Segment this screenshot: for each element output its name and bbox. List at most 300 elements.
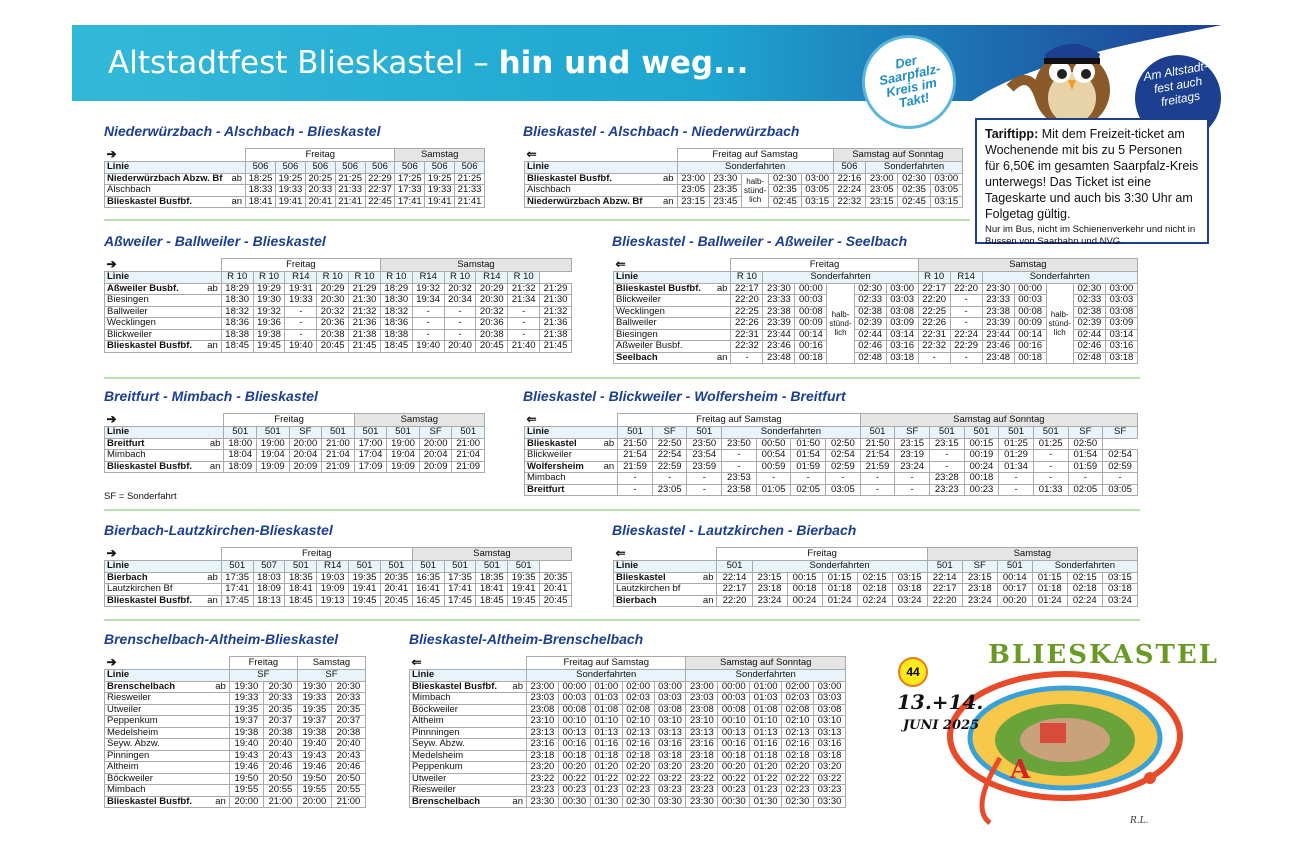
departure-time: - <box>860 484 895 496</box>
departure-time: 02:46 <box>1073 341 1105 353</box>
title-t10: Blieskastel-Altheim-Brenschelbach <box>409 631 644 647</box>
departure-time: 03:13 <box>654 727 686 739</box>
departure-time: 00:16 <box>1014 341 1046 353</box>
departure-time: 00:15 <box>787 572 822 584</box>
line-number: SF <box>419 427 452 439</box>
line-number: 501 <box>929 427 964 439</box>
departure-time: 03:03 <box>654 693 686 705</box>
arrow-left-icon: ⇐ <box>411 654 422 669</box>
stop-name: Bierbach <box>105 572 204 584</box>
line-number: 501 <box>444 561 476 573</box>
departure-time: 20:00 <box>419 438 452 450</box>
departure-time: 00:15 <box>964 438 999 450</box>
timetable-t7 <box>104 547 572 607</box>
sonderfahrten-label: Sonderfahrten <box>527 670 686 682</box>
ab-an-marker <box>210 704 229 716</box>
departure-time: 22:50 <box>652 438 687 450</box>
t8-rows <box>614 572 1138 607</box>
departure-time: 02:48 <box>1073 352 1105 364</box>
departure-time: 21:50 <box>860 438 895 450</box>
t4-rows <box>614 283 1138 364</box>
departure-time: 02:33 <box>854 295 886 307</box>
line-number: 506 <box>833 162 865 174</box>
table-row <box>105 450 485 462</box>
departure-time: - <box>999 484 1034 496</box>
departure-time: 03:03 <box>886 295 918 307</box>
departure-time: 01:20 <box>590 762 622 774</box>
table-row <box>105 595 572 607</box>
departure-time: 02:18 <box>782 750 814 762</box>
line-number: 501 <box>354 427 387 439</box>
departure-time: - <box>722 450 757 462</box>
line-number: SF <box>297 670 365 682</box>
sf-note: SF = Sonderfahrt <box>104 491 177 502</box>
line-number: R 10 <box>317 272 349 284</box>
departure-time: 21:32 <box>540 306 572 318</box>
departure-time: 02:20 <box>622 762 654 774</box>
table-row <box>105 727 366 739</box>
timetable-t8 <box>613 547 1138 607</box>
departure-time: 02:50 <box>826 438 861 450</box>
ab-an-marker <box>204 306 222 318</box>
stop-name: Blieskastel Busfbf. <box>105 796 211 808</box>
departure-time: 22:20 <box>731 295 763 307</box>
stop-name: Seyw. Abzw. <box>410 739 509 751</box>
departure-time: 20:29 <box>317 283 349 295</box>
departure-time: 18:38 <box>221 329 253 341</box>
departure-time: 01:24 <box>1032 595 1067 607</box>
departure-time: 00:14 <box>997 572 1032 584</box>
stop-name: Blickweiler <box>614 295 714 307</box>
departure-time: 00:08 <box>558 704 590 716</box>
departure-time: 19:41 <box>275 196 305 208</box>
stop-name: Niederwürzbach Abzw. Bf <box>525 196 659 208</box>
departure-time: 20:04 <box>289 450 322 462</box>
line-number: R 10 <box>508 272 540 284</box>
stop-name: Utweiler <box>105 704 211 716</box>
departure-time: - <box>1033 450 1068 462</box>
ab-an-marker: ab <box>229 173 246 185</box>
linie-label: Linie <box>614 561 717 573</box>
departure-time: 01:23 <box>750 785 782 797</box>
departure-time: 23:15 <box>866 196 898 208</box>
departure-time: 03:08 <box>654 704 686 716</box>
table-row <box>410 727 846 739</box>
departure-time: 03:15 <box>930 196 962 208</box>
table-row <box>410 796 846 808</box>
departure-time: 22:29 <box>365 173 395 185</box>
departure-time: 22:20 <box>918 295 950 307</box>
arrow-left-icon: ⇐ <box>526 146 537 161</box>
departure-time: 01:25 <box>999 438 1034 450</box>
departure-time: 01:22 <box>750 773 782 785</box>
departure-time: 02:30 <box>1073 283 1105 295</box>
table-row <box>105 681 366 693</box>
ab-an-marker <box>713 341 731 353</box>
departure-time: 19:37 <box>297 716 331 728</box>
departure-time: 20:33 <box>331 693 365 705</box>
departure-time: 21:32 <box>349 306 381 318</box>
departure-time: 20:04 <box>419 450 452 462</box>
departure-time: 03:16 <box>1105 341 1137 353</box>
departure-time: 23:28 <box>929 473 964 485</box>
departure-time: 02:23 <box>622 785 654 797</box>
departure-time: 21:59 <box>860 461 895 473</box>
departure-time: 23:30 <box>709 173 741 185</box>
group-freitag: Freitag <box>246 149 395 162</box>
ab-an-marker: an <box>204 595 222 607</box>
departure-time: - <box>918 352 950 364</box>
departure-time: 01:20 <box>750 762 782 774</box>
line-number: R14 <box>950 272 982 284</box>
departure-time: 20:00 <box>229 796 263 808</box>
stop-name: Lautzkirchen bf <box>614 584 698 596</box>
group-freitag: Freitag <box>717 548 927 561</box>
departure-time: 02:48 <box>854 352 886 364</box>
departure-time: 02:15 <box>1067 572 1102 584</box>
stop-name: Brenschelbach <box>410 796 509 808</box>
line-number: 501 <box>349 561 381 573</box>
departure-time: 23:18 <box>752 584 787 596</box>
departure-time: 20:43 <box>263 750 297 762</box>
departure-time: 22:45 <box>365 196 395 208</box>
departure-time: 20:00 <box>289 438 322 450</box>
departure-time: 18:33 <box>246 185 276 197</box>
t6-rows <box>525 438 1138 496</box>
departure-time: 03:05 <box>826 484 861 496</box>
departure-time: 00:22 <box>718 773 750 785</box>
group-fr-sa: Freitag auf Samstag <box>527 657 686 670</box>
table-row <box>105 196 485 208</box>
departure-time: - <box>444 306 476 318</box>
table-row <box>105 438 485 450</box>
departure-time: 17:41 <box>395 196 425 208</box>
linie-label: Linie <box>525 162 678 174</box>
ab-an-marker: an <box>598 461 617 473</box>
ab-an-marker <box>206 450 224 462</box>
departure-time: - <box>687 484 722 496</box>
departure-time: 23:18 <box>962 584 997 596</box>
departure-time: 00:09 <box>1014 318 1046 330</box>
stop-name: Riesweiler <box>105 693 211 705</box>
line-number: R 10 <box>349 272 381 284</box>
departure-time: 18:30 <box>221 295 253 307</box>
stop-name: Aßweiler Busbf. <box>614 341 714 353</box>
departure-time: 02:10 <box>622 716 654 728</box>
ab-an-marker <box>204 318 222 330</box>
table-row <box>525 473 1138 485</box>
departure-time: 01:18 <box>590 750 622 762</box>
table-row <box>105 716 366 728</box>
departure-time: 03:08 <box>886 306 918 318</box>
departure-time: 23:23 <box>527 785 559 797</box>
departure-time: - <box>1103 473 1138 485</box>
departure-time: 16:35 <box>412 572 444 584</box>
table-row <box>525 438 1138 450</box>
stop-name: Ballweiler <box>105 306 204 318</box>
departure-time: 23:30 <box>763 283 795 295</box>
departure-time: 19:03 <box>317 572 349 584</box>
departure-time: 23:24 <box>752 595 787 607</box>
departure-time: 23:30 <box>982 283 1014 295</box>
departure-time: 21:32 <box>508 283 540 295</box>
departure-time: 19:45 <box>349 595 381 607</box>
departure-time: 21:30 <box>349 295 381 307</box>
departure-time: 23:19 <box>895 450 930 462</box>
group-freitag: Freitag <box>229 657 297 670</box>
departure-time: 02:05 <box>791 484 826 496</box>
departure-time: - <box>756 473 791 485</box>
departure-time: 03:09 <box>1105 318 1137 330</box>
departure-time: 19:40 <box>285 341 317 353</box>
departure-time: 23:33 <box>982 295 1014 307</box>
sonderfahrten-label: Sonderfahrten <box>1032 561 1137 573</box>
departure-time: 03:18 <box>886 352 918 364</box>
departure-time: 19:46 <box>297 762 331 774</box>
poster-title: BLIESKASTEL <box>988 640 1219 670</box>
departure-time: 23:15 <box>895 438 930 450</box>
departure-time: 22:14 <box>717 572 752 584</box>
line-number: 501 <box>221 561 253 573</box>
departure-time: 02:38 <box>854 306 886 318</box>
departure-time: 03:16 <box>886 341 918 353</box>
departure-time: 23:00 <box>527 681 559 693</box>
stop-name: Pinningen <box>105 750 211 762</box>
departure-time: 23:38 <box>982 306 1014 318</box>
departure-time: 19:37 <box>229 716 263 728</box>
departure-time: 23:24 <box>962 595 997 607</box>
stop-name: Peppenkum <box>410 762 509 774</box>
departure-time: 02:30 <box>854 283 886 295</box>
departure-time: 18:09 <box>253 584 285 596</box>
departure-time: 23:22 <box>527 773 559 785</box>
departure-time: 19:35 <box>297 704 331 716</box>
departure-time: 03:16 <box>654 739 686 751</box>
departure-time: 19:55 <box>297 785 331 797</box>
departure-time: 19:25 <box>425 173 455 185</box>
departure-time: 01:30 <box>590 796 622 808</box>
departure-time: 01:00 <box>590 681 622 693</box>
departure-time: 23:15 <box>929 438 964 450</box>
departure-time: 20:38 <box>476 329 508 341</box>
ab-an-marker: an <box>713 352 731 364</box>
stop-name: Wolfersheim <box>525 461 599 473</box>
departure-time: 03:00 <box>654 681 686 693</box>
departure-time: 21:36 <box>349 318 381 330</box>
departure-time: - <box>860 473 895 485</box>
t3-rows <box>105 283 572 352</box>
divider <box>104 377 1140 379</box>
departure-time: 03:14 <box>1105 329 1137 341</box>
table-row <box>410 762 846 774</box>
departure-time: 22:31 <box>918 329 950 341</box>
group-samstag: Samstag <box>927 548 1137 561</box>
departure-time: 23:13 <box>686 727 718 739</box>
stop-name: Bierbach <box>614 595 698 607</box>
departure-time: 03:18 <box>654 750 686 762</box>
stop-name: Biesingen <box>614 329 714 341</box>
arrow-right-icon: ➔ <box>106 256 117 271</box>
departure-time: 19:33 <box>425 185 455 197</box>
timetable-t4 <box>613 258 1138 364</box>
ab-an-marker: ab <box>598 438 617 450</box>
departure-time: 00:03 <box>558 693 590 705</box>
line-number: 501 <box>285 561 317 573</box>
halbstuendlich-note: halb-stünd-lich <box>1046 283 1073 364</box>
departure-time: 02:30 <box>769 173 801 185</box>
departure-time: 23:05 <box>677 185 709 197</box>
departure-time: - <box>285 329 317 341</box>
stop-name: Blieskastel <box>525 438 599 450</box>
departure-time: 20:35 <box>380 572 412 584</box>
departure-time: 03:05 <box>930 185 962 197</box>
departure-time: 23:08 <box>686 704 718 716</box>
departure-time: 01:13 <box>750 727 782 739</box>
departure-time: 02:59 <box>826 461 861 473</box>
departure-time: 00:24 <box>964 461 999 473</box>
stop-name: Utweiler <box>410 773 509 785</box>
table-row <box>525 173 963 185</box>
departure-time: 19:29 <box>253 283 285 295</box>
table-row <box>105 318 572 330</box>
departure-time: 23:03 <box>527 693 559 705</box>
departure-time: 20:38 <box>317 329 349 341</box>
departure-time: 20:46 <box>263 762 297 774</box>
departure-time: 23:00 <box>677 173 709 185</box>
group-sa-so: Samstag auf Sonntag <box>860 414 1137 427</box>
departure-time: 02:03 <box>782 693 814 705</box>
line-number: 501 <box>927 561 962 573</box>
table-row <box>105 785 366 797</box>
ab-an-marker <box>659 185 677 197</box>
departure-time: - <box>950 318 982 330</box>
departure-time: 00:23 <box>718 785 750 797</box>
departure-time: 03:10 <box>654 716 686 728</box>
table-row <box>105 739 366 751</box>
departure-time: 00:00 <box>558 681 590 693</box>
stop-name: Breitfurt <box>105 438 206 450</box>
linie-label: Linie <box>105 561 222 573</box>
table-row <box>410 773 846 785</box>
table-row <box>410 750 846 762</box>
stop-name: Blieskastel Busfbf. <box>105 341 204 353</box>
group-samstag: Samstag <box>412 548 571 561</box>
sonderfahrten-label: Sonderfahrten <box>982 272 1137 284</box>
departure-time: 18:41 <box>246 196 276 208</box>
line-number: R14 <box>285 272 317 284</box>
departure-time: 23:20 <box>527 762 559 774</box>
departure-time: 23:30 <box>527 796 559 808</box>
departure-time: 23:00 <box>866 173 898 185</box>
departure-time: 02:22 <box>782 773 814 785</box>
sonderfahrten-label: Sonderfahrten <box>866 162 963 174</box>
line-number: 506 <box>395 162 425 174</box>
departure-time: 19:41 <box>425 196 455 208</box>
t5-rows <box>105 438 485 473</box>
departure-time: 23:10 <box>686 716 718 728</box>
departure-time: 20:25 <box>305 173 335 185</box>
departure-time: 22:25 <box>918 306 950 318</box>
departure-time: 03:30 <box>814 796 846 808</box>
departure-time: 18:29 <box>221 283 253 295</box>
ab-an-marker: an <box>206 461 224 473</box>
departure-time: 19:30 <box>253 295 285 307</box>
departure-time: 00:08 <box>1014 306 1046 318</box>
timetable-t6 <box>524 413 1138 496</box>
departure-time: - <box>999 473 1034 485</box>
departure-time: - <box>508 306 540 318</box>
departure-time: 00:18 <box>718 750 750 762</box>
stop-name: Blieskastel Busfbf. <box>105 196 229 208</box>
departure-time: - <box>285 318 317 330</box>
departure-time: - <box>444 318 476 330</box>
departure-time: 01:10 <box>590 716 622 728</box>
tip-label: Tariftipp: <box>985 127 1039 141</box>
departure-time: 23:46 <box>763 341 795 353</box>
line-number: 501 <box>476 561 508 573</box>
line-number: 506 <box>455 162 485 174</box>
table-row <box>525 450 1138 462</box>
departure-time: 00:00 <box>795 283 827 295</box>
departure-time: 00:59 <box>756 461 791 473</box>
ab-an-marker <box>509 773 527 785</box>
stop-name: Medelsheim <box>410 750 509 762</box>
departure-time: 01:59 <box>791 461 826 473</box>
departure-time: 03:08 <box>814 704 846 716</box>
line-number: SF <box>229 670 297 682</box>
departure-time: 20:40 <box>331 739 365 751</box>
departure-time: 01:08 <box>590 704 622 716</box>
departure-time: 23:16 <box>527 739 559 751</box>
line-number: 501 <box>412 561 444 573</box>
departure-time: 21:34 <box>508 295 540 307</box>
departure-time: 18:36 <box>380 318 412 330</box>
departure-time: 02:39 <box>1073 318 1105 330</box>
departure-time: 22:14 <box>927 572 962 584</box>
departure-time: 02:35 <box>898 185 930 197</box>
table-row <box>105 283 572 295</box>
line-number: R14 <box>412 272 444 284</box>
line-number: 501 <box>224 427 257 439</box>
departure-time: 23:58 <box>722 484 757 496</box>
departure-time: 20:32 <box>444 283 476 295</box>
ab-an-marker <box>509 727 527 739</box>
ab-an-marker <box>509 716 527 728</box>
line-number: R 10 <box>731 272 763 284</box>
departure-time: 01:08 <box>750 704 782 716</box>
ab-an-marker <box>713 306 731 318</box>
line-number: 506 <box>335 162 365 174</box>
departure-time: 20:30 <box>331 681 365 693</box>
departure-time: 17:00 <box>354 438 387 450</box>
departure-time: 02:39 <box>854 318 886 330</box>
line-number: 501 <box>687 427 722 439</box>
departure-time: 19:40 <box>229 739 263 751</box>
departure-time: 03:00 <box>1105 283 1137 295</box>
departure-time: 23:39 <box>763 318 795 330</box>
ab-an-marker: an <box>229 196 246 208</box>
departure-time: - <box>652 473 687 485</box>
departure-time: 21:09 <box>322 461 355 473</box>
departure-time: 01:13 <box>590 727 622 739</box>
departure-time: 20:41 <box>540 584 572 596</box>
ab-an-marker: ab <box>713 283 731 295</box>
departure-time: 02:54 <box>826 450 861 462</box>
departure-time: 02:10 <box>782 716 814 728</box>
poster-month: JUNI 2025 <box>903 718 980 733</box>
line-number: 506 <box>365 162 395 174</box>
departure-time: 17:45 <box>221 595 253 607</box>
